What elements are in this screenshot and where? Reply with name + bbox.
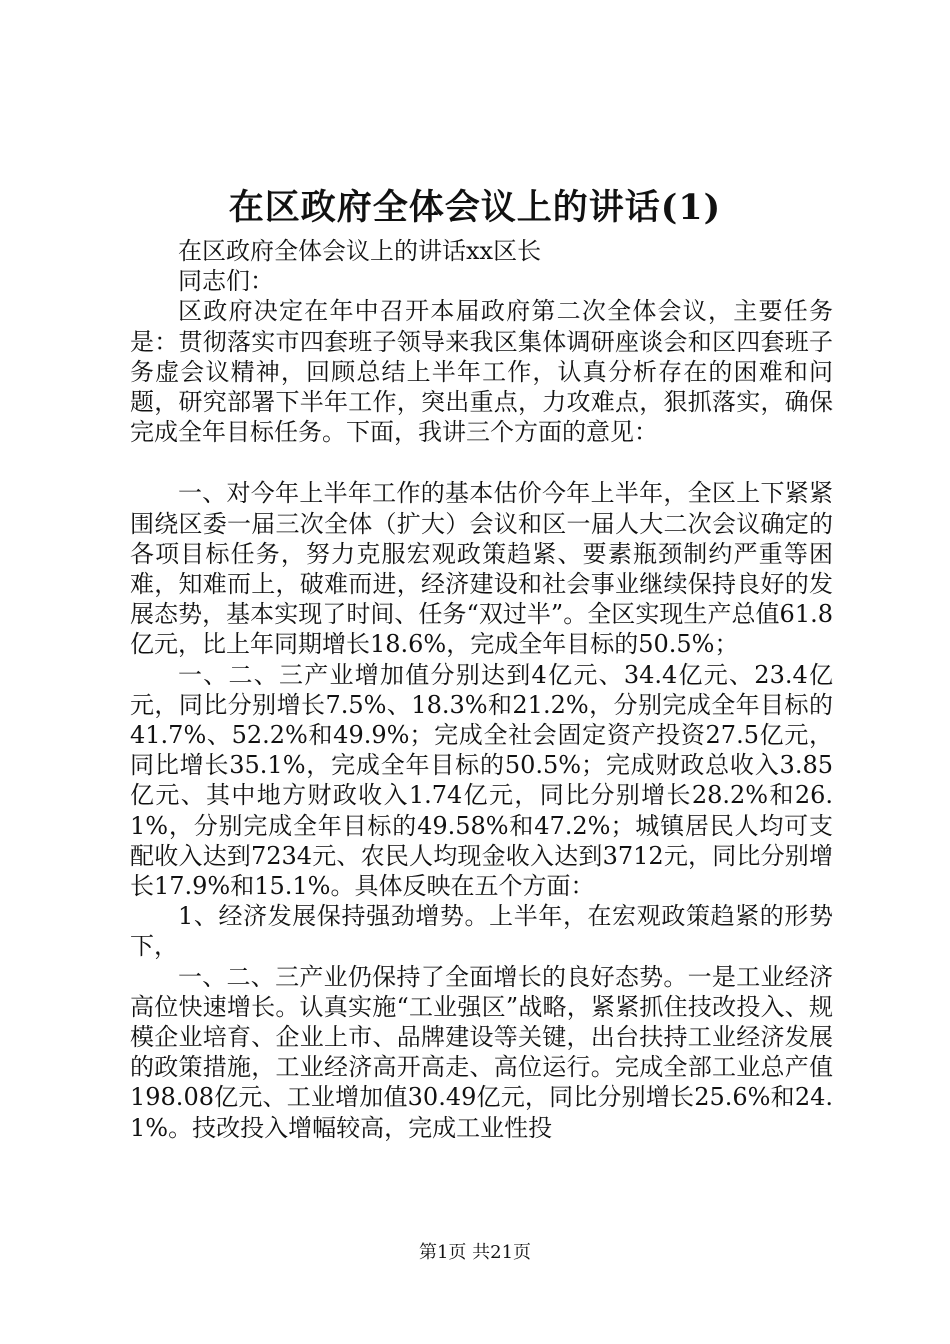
paragraph-industry-figures: 一、二、三产业增加值分别达到4亿元、34.4亿元、23.4亿元，同比分别增长7.5%、18.3%和21.2%，分别完成全年目标的41.7%、52.2%和49.9%；完成全社会固定资产投资27.5亿元，同比增长35.1%，完成全年目标的50.5%；完成财政总收入3.85亿元、其中地方财政收入1.74亿元，同比分别增长28.2%和26.1%，分别完成全年目标的49.58%和47.2%；城镇居民人均可支配收入达到7234元、农民人均现金收入达到3712元，同比分别增长17.9%和15.1%。具体反映在五个方面：: [130, 660, 833, 901]
document-body: [130, 236, 833, 1143]
paragraph-point-one: 1、经济发展保持强劲增势。上半年，在宏观政策趋紧的形势下，: [130, 902, 833, 961]
page-footer: 第1页 共21页: [418, 1242, 532, 1263]
paragraph-salutation: 同志们：: [178, 267, 274, 296]
paragraph-section-one: 一、对今年上半年工作的基本估价今年上半年，全区上下紧紧围绕区委一届三次全体（扩大）会议和区一届人大二次会议确定的各项目标任务，努力克服宏观政策趋紧、要素瓶颈制约严重等困难，知难而上，破难而进，经济建设和社会事业继续保持良好的发展态势，基本实现了时间、任务“双过半”。全区实现生产总值61.8亿元，比上年同期增长18.6%，完成全年目标的50.5%；: [130, 479, 833, 659]
paragraph-intro: 区政府决定在年中召开本届政府第二次全体会议，主要任务是：贯彻落实市四套班子领导来我区集体调研座谈会和区四套班子务虚会议精神，回顾总结上半年工作，认真分析存在的困难和问题，研究部署下半年工作，突出重点，力攻难点，狠抓落实，确保完成全年目标任务。下面，我讲三个方面的意见：: [130, 297, 833, 447]
paragraph-subtitle: 在区政府全体会议上的讲话xx区长: [178, 237, 542, 265]
document-title: 在区政府全体会议上的讲话(1): [228, 187, 722, 228]
paragraph-industry-growth: 一、二、三产业仍保持了全面增长的良好态势。一是工业经济高位快速增长。认真实施“工业强区”战略，紧紧抓住技改投入、规模企业培育、企业上市、品牌建设等关键，出台扶持工业经济发展的政策措施，工业经济高开高走、高位运行。完成全部工业总产值198.08亿元、工业增加值30.49亿元，同比分别增长25.6%和24.1%。技改投入增幅较高，完成工业性投: [130, 962, 833, 1142]
